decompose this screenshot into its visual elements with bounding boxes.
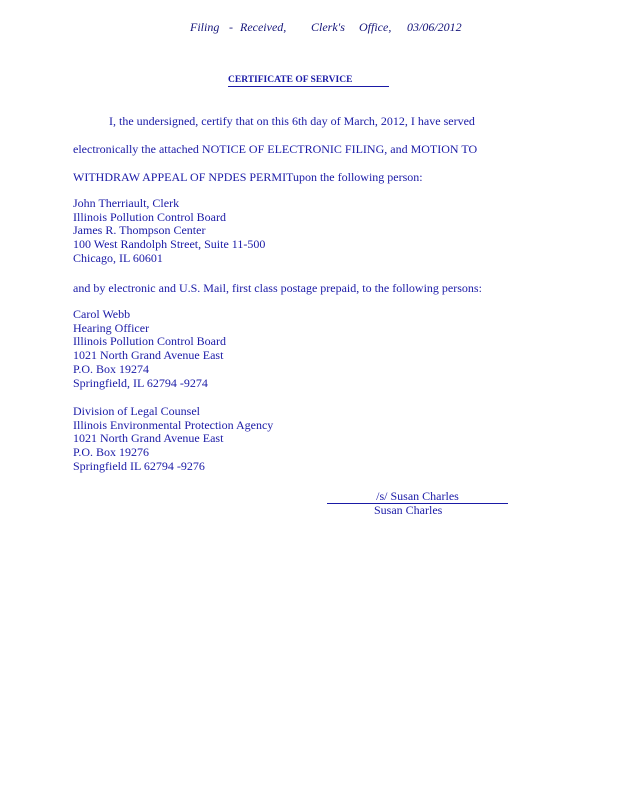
certification-line-1: I, the undersigned, certify that on this 6th day of March, 2012, I have served [109, 114, 475, 128]
address-line: 1021 North Grand Avenue East [73, 431, 224, 446]
recipient-clerk-address [73, 197, 265, 266]
signer-name: Susan Charles [374, 503, 443, 517]
stamp-clerks: Clerk's [311, 20, 345, 34]
address-line: James R. Thompson Center [73, 223, 206, 238]
certification-line-2: electronically the attached NOTICE OF ELECTRONIC FILING, and MOTION TO [73, 142, 478, 156]
address-line: Division of Legal Counsel [73, 404, 200, 418]
address-line: 1021 North Grand Avenue East [73, 348, 224, 363]
address-line: Illinois Pollution Control Board [73, 334, 227, 349]
address-line: P.O. Box 19274 [73, 361, 150, 376]
stamp-date: 03/06/2012 [407, 20, 462, 34]
address-line: Carol Webb [73, 307, 131, 321]
certification-line-3: WITHDRAW APPEAL OF NPDES PERMITupon the following person: [73, 170, 423, 184]
address-line: Illinois Environmental Protection Agency [73, 417, 274, 432]
service-method-line: and by electronic and U.S. Mail, first class postage prepaid, to the following persons: [73, 281, 482, 295]
address-line: Springfield IL 62794 -9276 [73, 458, 205, 473]
address-line: John Therriault, Clerk [73, 196, 180, 210]
address-line: Chicago, IL 60601 [73, 250, 163, 265]
address-line: Hearing Officer [73, 320, 150, 335]
stamp-dash: - [229, 20, 233, 34]
stamp-filing: Filing [190, 20, 220, 34]
address-line: Illinois Pollution Control Board [73, 209, 227, 224]
recipient-hearing-officer-address [73, 308, 226, 390]
recipient-legal-counsel-address [73, 405, 273, 474]
address-line: P.O. Box 19276 [73, 445, 150, 460]
stamp-office: Office, [359, 20, 392, 34]
address-line: Springfield, IL 62794 -9274 [73, 375, 208, 390]
page-title: CERTIFICATE OF SERVICE [228, 75, 389, 87]
address-line: 100 West Randolph Street, Suite 11-500 [73, 237, 266, 252]
signature-line: /s/ Susan Charles [327, 489, 508, 504]
stamp-received: Received, [240, 20, 287, 34]
